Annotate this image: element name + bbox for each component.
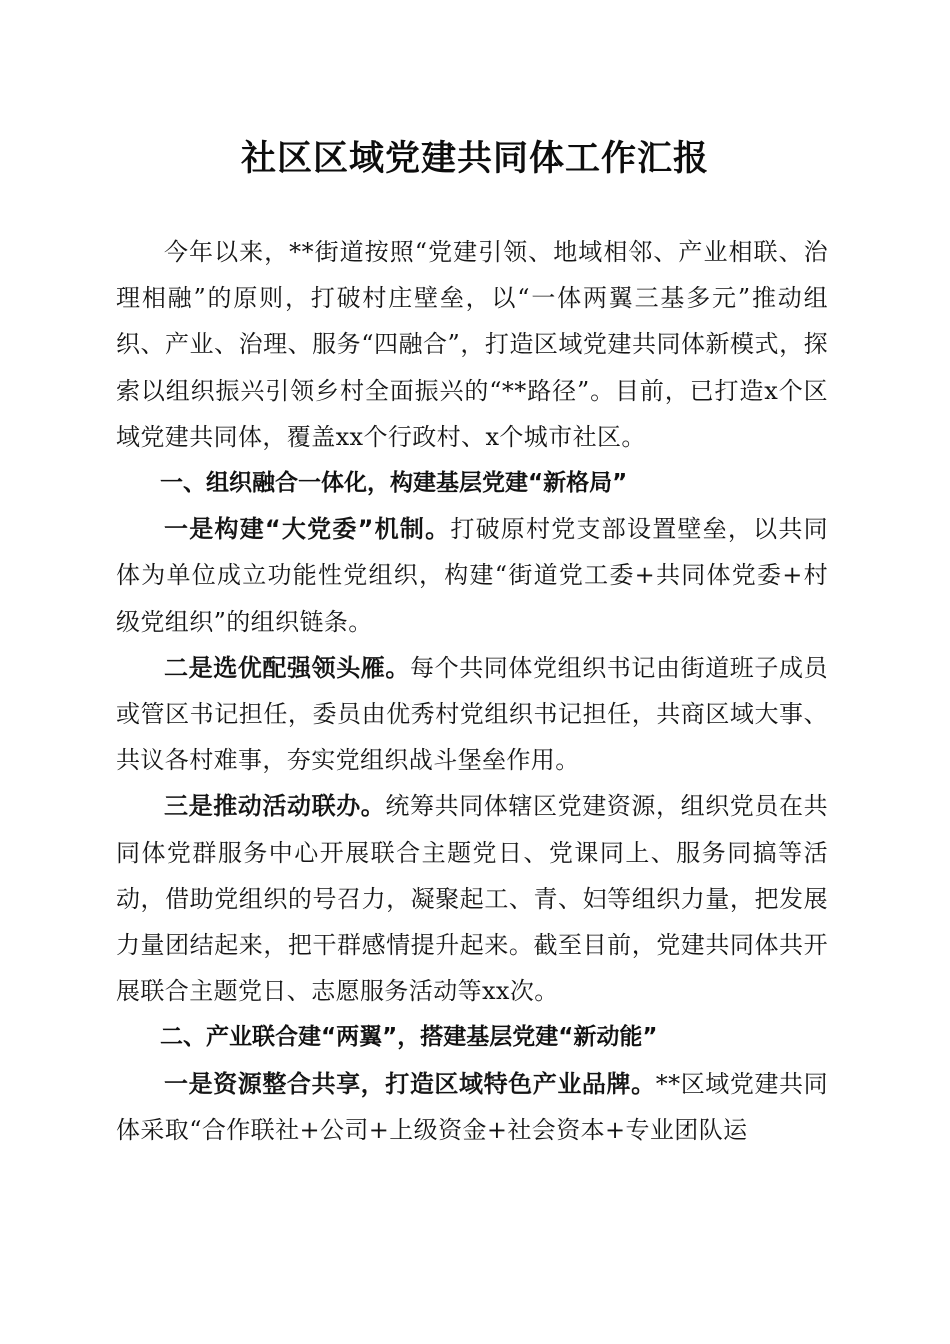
section-heading-1: 一、组织融合一体化，构建基层党建“新格局” [160,470,628,497]
item-text: 打破原村党支部设置壁垒，以共同体为单位成立功能性党组织，构建“街道党工委+共同体党委+村级党组织”的组织链条。 [116,515,828,636]
item-lead: 一是资源整合共享，打造区域特色产业品牌。 [164,1069,656,1098]
item-text: **区域党建共同体采取“合作联社+公司+上级资金+社会资本+专业团队运 [116,1069,829,1144]
item-lead: 二是选优配强领头雁。 [164,653,410,682]
document-body [116,229,828,1153]
intro-paragraph: 今年以来，**街道按照“党建引领、地域相邻、产业相联、治理相融”的原则，打破村庄壁垒，以“一体两翼三基多元”推动组织、产业、治理、服务“四融合”，打造区域党建共同体新模式，探索以组织振兴引领乡村全面振兴的“**路径”。目前，已打造x个区域党建共同体，覆盖xx个行政村、x个城市社区。 [116,238,828,451]
item-lead: 三是推动活动联办。 [164,792,386,821]
item-text: 每个共同体党组织书记由街道班子成员或管区书记担任，委员由优秀村党组织书记担任，共商区域大事、共议各村难事，夯实党组织战斗堡垒作用。 [116,653,828,775]
item-lead: 一是构建“大党委”机制。 [164,515,451,544]
section-1-item-3 [116,783,828,1014]
section-2-item-1 [116,1061,828,1153]
section-1-item-1 [116,506,828,645]
section-heading-2: 二、产业联合建“两翼”，搭建基层党建“新动能” [160,1024,658,1051]
item-text: 统筹共同体辖区党建资源，组织党员在共同体党群服务中心开展联合主题党日、党课同上、服务同搞等活动，借助党组织的号召力，凝聚起工、青、妇等组织力量，把发展力量团结起来，把干群感情提升起来。截至目前，党建共同体共开展联合主题党日、志愿服务活动等xx次。 [116,792,828,1006]
section-1-item-2 [116,645,828,784]
document-title: 社区区域党建共同体工作汇报 [240,139,709,179]
